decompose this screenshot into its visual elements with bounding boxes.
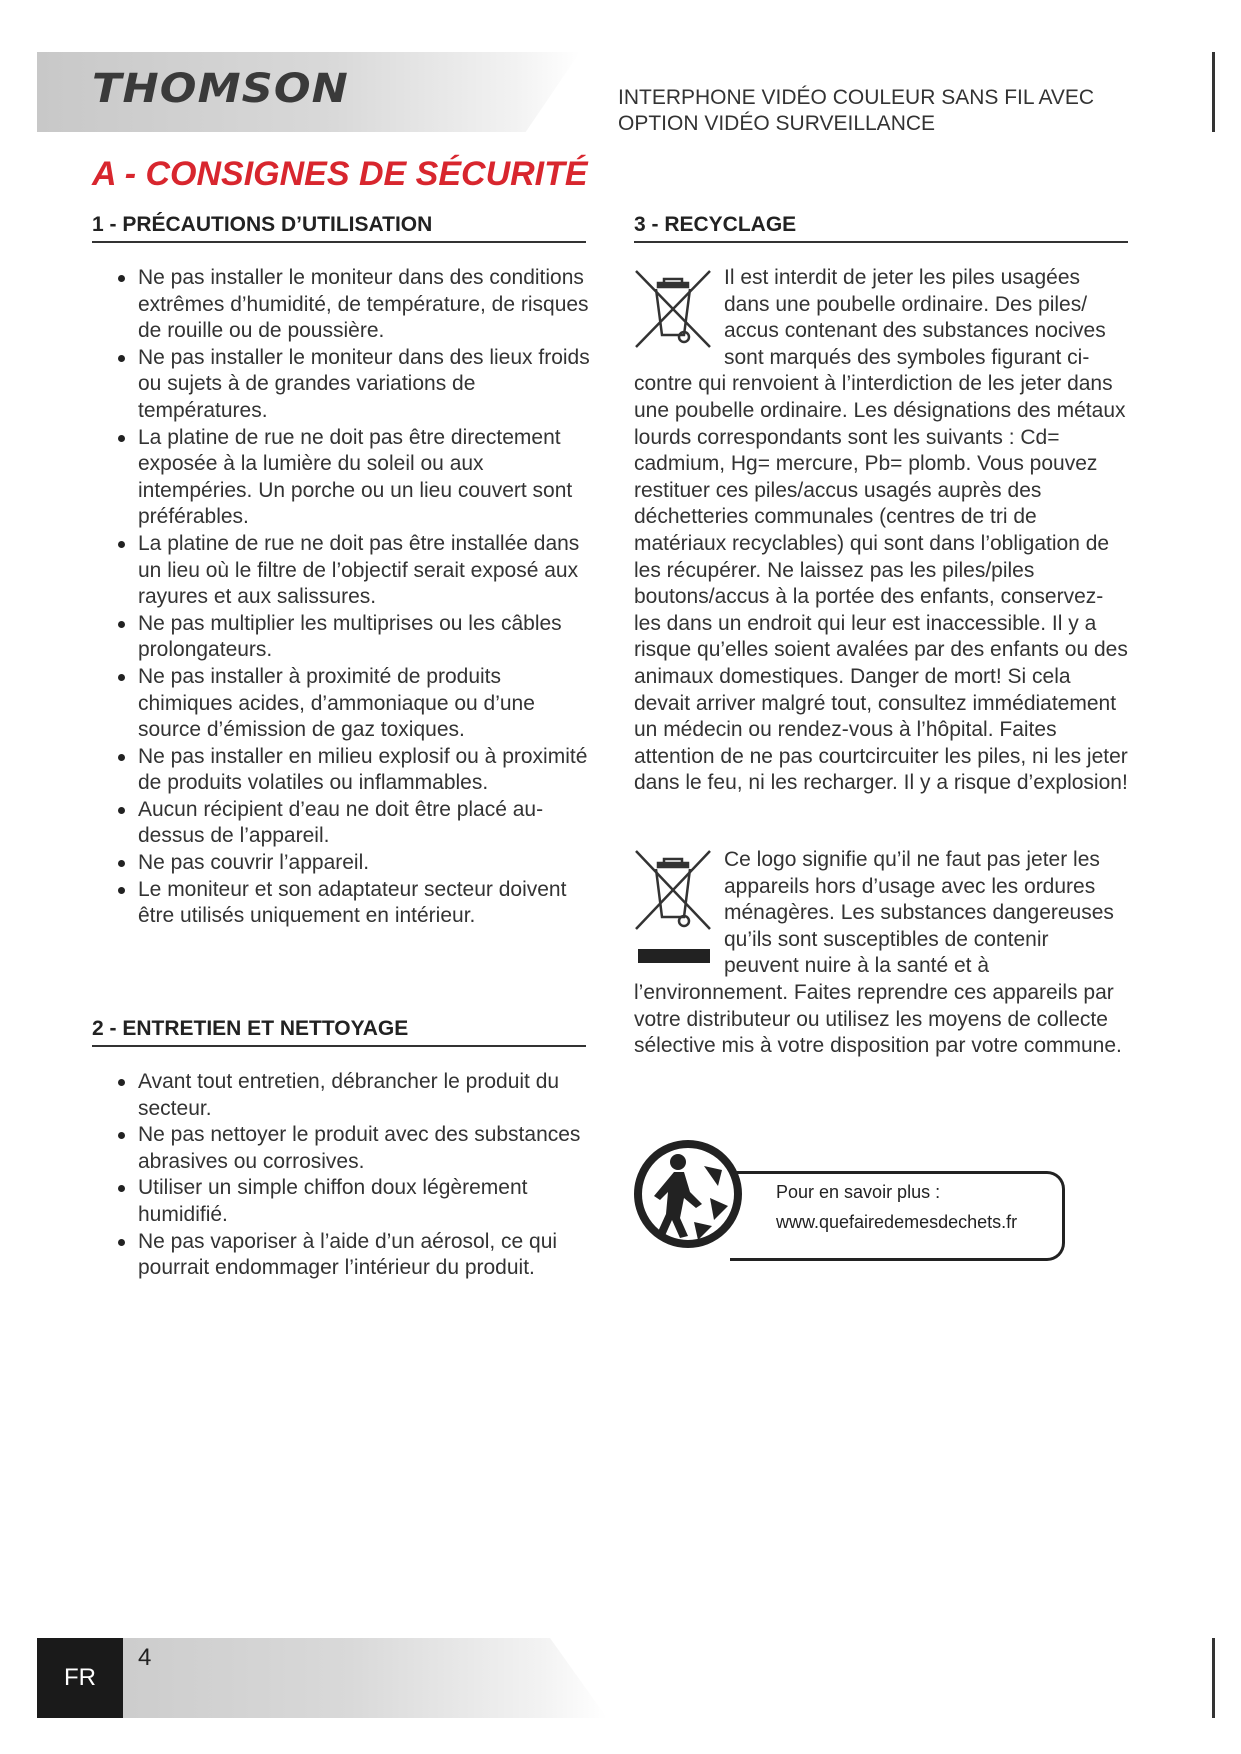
maintenance-list: [118, 1069, 596, 1282]
section-heading-recycling: 3 - RECYCLAGE: [634, 213, 1128, 243]
precautions-list: [118, 265, 596, 930]
document-title-line-1: INTERPHONE VIDÉO COULEUR SANS FIL AVEC: [618, 86, 1095, 109]
crossed-wheelie-bin-icon: [634, 849, 714, 973]
batteries-text: Il est interdit de jeter les piles usagées dans une poubelle ordinaire. Des piles/ accus contenant des substances nocives sont marqués des symboles figurant ci-contre qui renvoient à l’interdiction de les jeter dans une poubelle ordinaire. Les désignations des métaux lourds correspondants sont les suivants : Cd= cadmium, Hg= mercure, Pb= plomb. Vous pouvez restituer ces piles/accus usagés auprès des déchetteries communales (centres de tri de matériaux recyclables) qui sont dans l’obligation de les récupérer. Ne laissez pas les piles/piles boutons/accus à la portée des enfants, conservez-les dans un endroit qui leur est inaccessible. Il y a risque qu’elles soient avalées par des enfants ou des animaux domestiques. Danger de mort! Si cela devait arriver malgré tout, consultez immédiatement un médecin ou rendez-vous à l’hôpital. Faites attention de ne pas courtcircuiter les piles, ni les jeter dans le feu, ni les recharger. Il y a risque d’explosion!: [634, 266, 1128, 795]
document-title-line-2: OPTION VIDÉO SURVEILLANCE: [618, 112, 936, 135]
list-item: Ne pas multiplier les multiprises ou les câbles prolongateurs.: [118, 611, 596, 664]
triman-text-line-1: Pour en savoir plus :: [776, 1182, 941, 1202]
document-title: [618, 85, 1138, 137]
list-item: Ne pas couvrir l’appareil.: [118, 850, 596, 877]
list-item: Ne pas installer à proximité de produits chimiques acides, d’ammoniaque ou d’une source d’émission de gaz toxiques.: [118, 664, 596, 744]
list-item: Ne pas installer le moniteur dans des lieux froids ou sujets à de grandes variations de températures.: [118, 345, 596, 425]
list-item: Ne pas installer le moniteur dans des conditions extrêmes d’humidité, de température, de risques de rouille ou de poussière.: [118, 265, 596, 345]
page-number: 4: [138, 1644, 152, 1671]
list-item: Avant tout entretien, débrancher le produit du secteur.: [118, 1069, 596, 1122]
weee-text: Ce logo signifie qu’il ne faut pas jeter les appareils hors d’usage avec les ordures ménagères. Les substances dangereuses qu’ils sont susceptibles de contenir peuvent nuire à la santé et à l’environnement. Faites reprendre ces appareils par votre distributeur ou utilisez les moyens de collecte sélective mis à votre disposition par votre commune.: [634, 848, 1122, 1058]
list-item: La platine de rue ne doit pas être installée dans un lieu où le filtre de l’objectif serait exposé aux rayures et aux salissures.: [118, 531, 596, 611]
language-badge: FR: [37, 1638, 123, 1718]
section-heading-precautions: 1 - PRÉCAUTIONS D’UTILISATION: [92, 213, 586, 243]
weee-paragraph: [634, 847, 1128, 1060]
batteries-paragraph: [634, 265, 1128, 797]
list-item: La platine de rue ne doit pas être directement exposée à la lumière du soleil ou aux intempéries. Un porche ou un lieu couvert sont préférables.: [118, 425, 596, 531]
section-heading-maintenance: 2 - ENTRETIEN ET NETTOYAGE: [92, 1017, 586, 1047]
header-divider: [1212, 52, 1215, 132]
triman-symbol-icon: [634, 1126, 744, 1262]
crossed-bin-battery-icon: [634, 267, 714, 353]
footer-divider: [1212, 1638, 1215, 1718]
brand-logo: THOMSON: [92, 66, 349, 112]
list-item: Le moniteur et son adaptateur secteur doivent être utilisés uniquement en intérieur.: [118, 877, 596, 930]
list-item: Ne pas installer en milieu explosif ou à proximité de produits volatiles ou inflammables.: [118, 744, 596, 797]
list-item: Ne pas nettoyer le produit avec des substances abrasives ou corrosives.: [118, 1122, 596, 1175]
list-item: Aucun récipient d’eau ne doit être placé au-dessus de l’appareil.: [118, 797, 596, 850]
list-item: Ne pas vaporiser à l’aide d’un aérosol, ce qui pourrait endommager l’intérieur du produit.: [118, 1229, 596, 1282]
page-title: A - CONSIGNES DE SÉCURITÉ: [92, 155, 588, 193]
triman-link-text: www.quefairedemesdechets.fr: [776, 1212, 1018, 1232]
list-item: Utiliser un simple chiffon doux légèrement humidifié.: [118, 1175, 596, 1228]
